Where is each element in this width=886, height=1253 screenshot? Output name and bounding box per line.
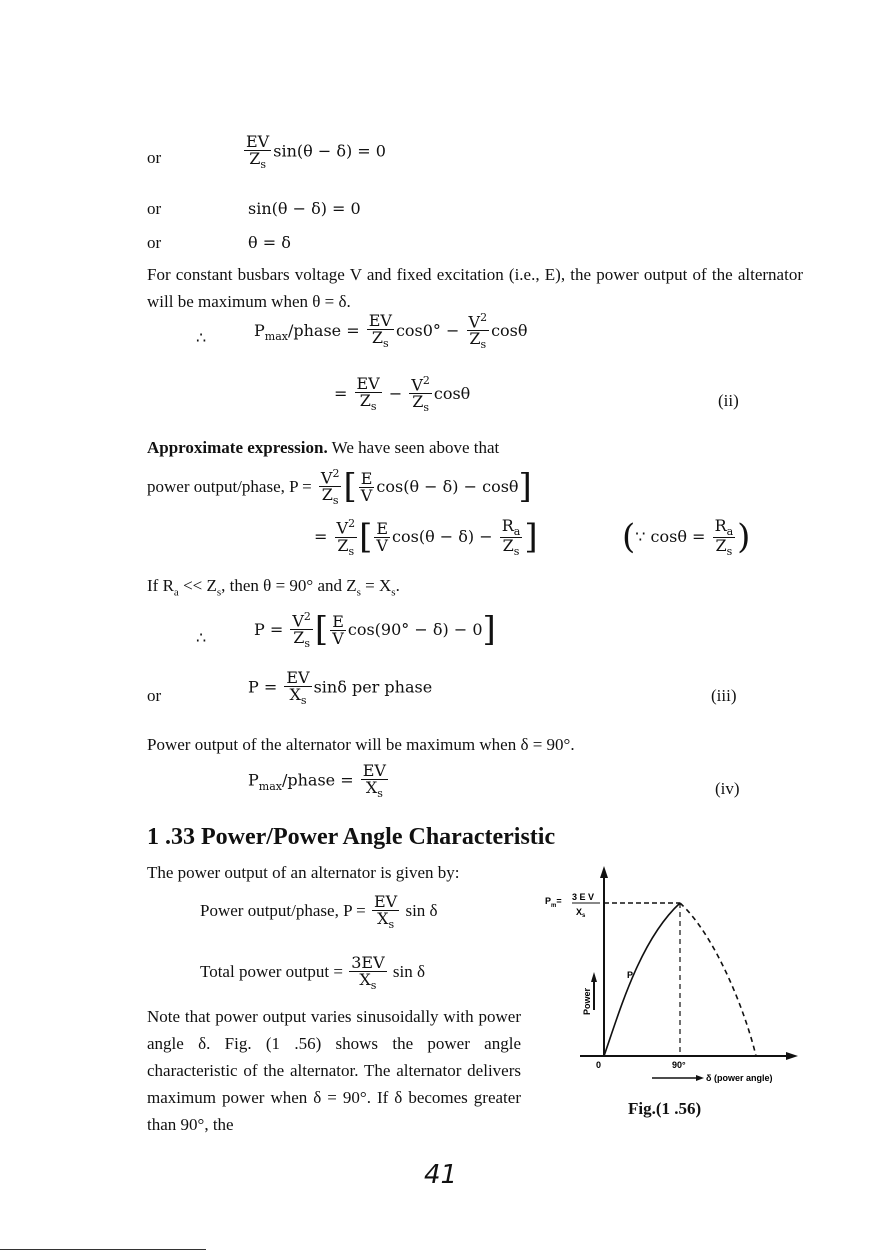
equation-sin-zero: $\frac{EV}{Z_s}$ sin(θ − δ) = 0 — [246, 132, 386, 172]
or-label-4: or — [147, 686, 162, 705]
equation-p-90: P = $\frac{V^2}{Z_s}$ [ $\frac{E}{V}$ cos(90° − δ) − 0] — [254, 609, 496, 651]
therefore-symbol-1: ∴ — [196, 328, 207, 347]
equation-pmax-ev-xs: $P_{max}$/phase = $\frac{EV}{X_s}$ — [248, 761, 386, 801]
section-heading: 1 .33 Power/Power Angle Characteristic — [147, 824, 556, 850]
power-curve-unstable — [680, 903, 756, 1056]
y-axis-arrow — [600, 866, 608, 878]
equation-label-iii: (iii) — [711, 686, 737, 705]
figure-caption: Fig.(1 .56) — [628, 1099, 702, 1118]
delta-arrow-head — [696, 1075, 704, 1081]
pm-denominator: $X_s$ — [576, 907, 586, 919]
or-label-3: or — [147, 233, 162, 252]
power-angle-figure — [540, 860, 810, 1130]
x-axis-label: δ (power angle) — [706, 1073, 773, 1083]
equation-power-output-per-phase: Power output/phase, P = $\frac{EV}{X_s}$ sin δ — [200, 892, 438, 932]
page-number: 41 — [424, 1160, 458, 1190]
origin-label: 0 — [596, 1060, 602, 1070]
y-axis-label: Power — [582, 987, 592, 1015]
condition-ra-small: If $R_a << Z_s$, then θ = 90° and $Z_s = X_s$. — [147, 576, 400, 599]
x-tick-90: 90° — [672, 1060, 686, 1070]
equation-total-power-output: Total power output = $\frac{3EV}{X_s}$ sin δ — [200, 953, 425, 993]
equation-p-sin-delta: P = $\frac{EV}{X_s}$ sinδ per phase — [248, 668, 433, 708]
power-arrow-head — [591, 972, 597, 982]
equation-label-iv: (iv) — [715, 779, 740, 798]
x-axis-arrow — [786, 1052, 798, 1060]
pm-numerator: 3 E V — [572, 892, 595, 902]
therefore-symbol-2: ∴ — [196, 628, 207, 647]
condition-cos-theta: (∵ cosθ = $\frac{R_a}{Z_s}$ ) — [622, 516, 751, 559]
paragraph-max-power: Power output of the alternator will be maximum when δ = 90°. — [147, 735, 575, 754]
power-curve-stable — [604, 903, 680, 1056]
equation-pmax-simplified: = $\frac{EV}{Z_s}$ − $\frac{V^2}{Z_s}$ cosθ — [334, 374, 471, 415]
approx-expression-line: Approximate expression. We have seen above that — [147, 438, 500, 457]
pm-label: $P_m=$ — [545, 896, 562, 909]
paragraph-sinusoidal: Note that power output varies sinusoidally with power angle δ. Fig. (1 .56) shows the power angle characteristic of the alternator. The alternator delivers maximum power when δ = 90°. If δ becomes greater than 90°, the — [147, 1007, 521, 1134]
equation-label-ii: (ii) — [718, 391, 739, 410]
or-label-1: or — [147, 148, 162, 167]
paragraph-power-given: The power output of an alternator is given by: — [147, 863, 460, 882]
paragraph-busbars: For constant busbars voltage V and fixed excitation (i.e., E), the power output of the alternator will be maximum when θ = δ. — [147, 265, 803, 311]
equation-power-ra: = $\frac{V^2}{Z_s}$ [ $\frac{E}{V}$ cos(θ − δ) − $\frac{R_a}{Z_s}$ ] — [314, 516, 538, 559]
equation-power-output-phase: power output/phase, P = $\frac{V^2}{Z_s}$ [ $\frac{E}{V}$ cos(θ − δ) − cosθ] — [147, 466, 532, 508]
curve-label: P — [627, 970, 634, 980]
equation-sin-theta-delta: sin(θ − δ) = 0 — [248, 199, 361, 218]
equation-theta-equals-delta: θ = δ — [248, 233, 291, 252]
footer-rule — [0, 1249, 206, 1250]
equation-pmax-cos: $P_{max}$/phase = $\frac{EV}{Z_s}$ cos0° − $\frac{V^2}{Z_s}$ cosθ — [254, 311, 528, 352]
or-label-2: or — [147, 199, 162, 218]
fraction-ev-zs: $\frac{EV}{Z_s}$ — [246, 132, 270, 172]
